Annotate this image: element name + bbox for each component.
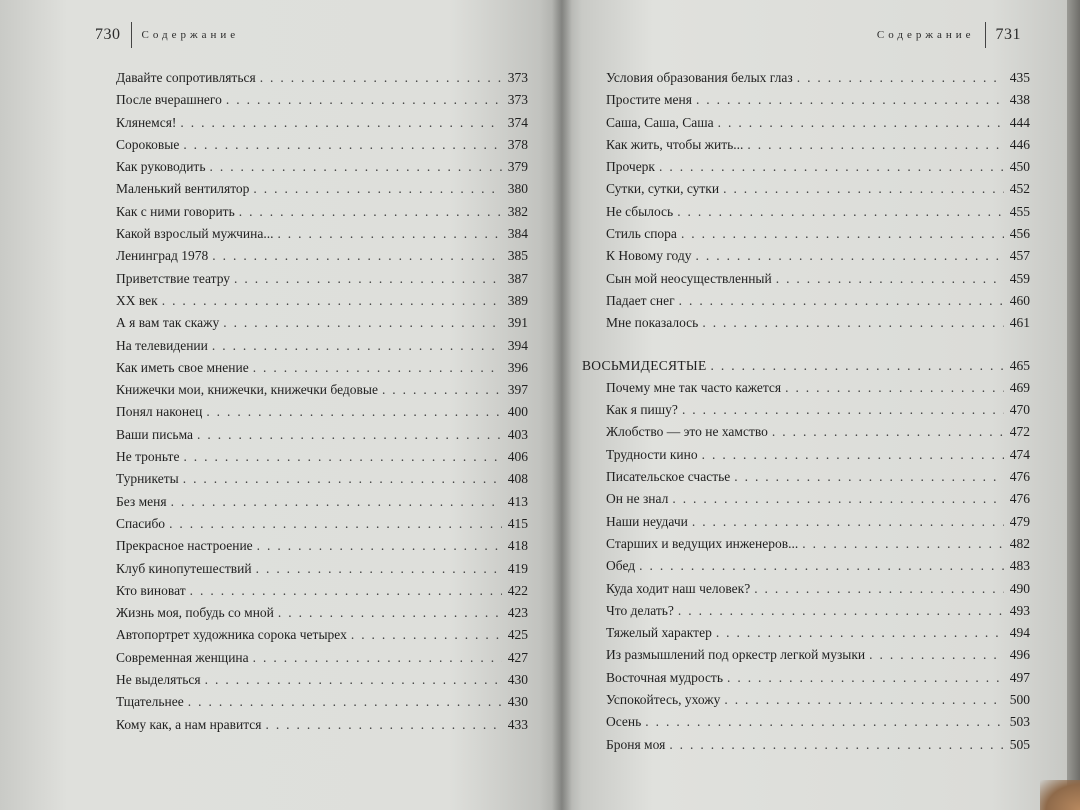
- toc-entry-title: А я вам так скажу: [116, 315, 220, 331]
- toc-leader-dots: [253, 357, 502, 379]
- toc-leader-dots: [253, 647, 502, 669]
- toc-entry-page: 438: [1009, 92, 1030, 108]
- toc-entry-title: Простите меня: [606, 92, 692, 108]
- toc-entry-title: На телевидении: [116, 337, 208, 353]
- toc-entry: [116, 89, 528, 111]
- toc-entry-title: Саша, Саша, Саша: [606, 114, 714, 130]
- toc-entry: [606, 399, 1030, 421]
- toc-entry-page: 472: [1009, 424, 1030, 440]
- toc-entry-page: 456: [1009, 226, 1030, 242]
- toc-entry-page: 457: [1009, 248, 1030, 264]
- toc-entry-title: Кому как, а нам нравится: [116, 716, 262, 732]
- toc-entry-page: 384: [507, 226, 528, 242]
- toc-entry-title: Спасибо: [116, 515, 166, 531]
- toc-entry: [116, 602, 528, 624]
- right-page-number: 731: [995, 26, 1021, 43]
- toc-leader-dots: [277, 223, 501, 245]
- toc-leader-dots: [223, 312, 502, 334]
- left-running-title: Содержание: [141, 29, 240, 41]
- toc-entry-title: Какой взрослый мужчина...: [116, 226, 274, 242]
- toc-entry: [606, 377, 1030, 399]
- toc-entry: [116, 245, 528, 267]
- toc-leader-dots: [180, 112, 501, 134]
- toc-entry-page: 444: [1009, 114, 1030, 130]
- toc-leader-dots: [702, 444, 1004, 466]
- toc-entry-page: 500: [1009, 692, 1030, 708]
- toc-leader-dots: [205, 669, 502, 691]
- background-object: [1040, 780, 1080, 810]
- toc-entry-title: Тяжелый характер: [606, 625, 712, 641]
- toc-leader-dots: [183, 446, 501, 468]
- toc-leader-dots: [679, 290, 1004, 312]
- toc-entry-page: 379: [507, 159, 528, 175]
- toc-entry: [606, 201, 1030, 223]
- toc-entry-page: 460: [1009, 292, 1030, 308]
- toc-entry: [116, 580, 528, 602]
- toc-entry: [606, 312, 1030, 334]
- toc-leader-dots: [718, 112, 1004, 134]
- toc-entry-page: 476: [1009, 491, 1030, 507]
- toc-entry-page: 403: [507, 426, 528, 442]
- toc-leader-dots: [734, 466, 1004, 488]
- toc-entry-page: 422: [507, 582, 528, 598]
- toc-entry: [606, 734, 1030, 756]
- toc-section-heading: [582, 355, 1030, 377]
- toc-entry-title: Жизнь моя, побудь со мной: [116, 605, 274, 621]
- toc-entry-page: 415: [507, 515, 528, 531]
- toc-entry-page: 446: [1009, 136, 1030, 152]
- toc-leader-dots: [260, 67, 502, 89]
- toc-leader-dots: [256, 558, 502, 580]
- toc-entry-title: Не троньте: [116, 449, 180, 465]
- toc-leader-dots: [682, 399, 1004, 421]
- toc-entry: [116, 714, 528, 736]
- toc-entry-title: Как с ними говорить: [116, 203, 235, 219]
- toc-entry-page: 423: [507, 605, 528, 621]
- toc-entry-page: 397: [507, 382, 528, 398]
- toc-entry-page: 374: [507, 114, 528, 130]
- toc-entry-title: Старших и ведущих инженеров...: [606, 535, 799, 551]
- toc-entry: [116, 379, 528, 401]
- toc-entry-page: 391: [507, 315, 528, 331]
- toc-entry-title: Как я пишу?: [606, 402, 678, 418]
- toc-entry-page: 490: [1009, 580, 1030, 596]
- toc-leader-dots: [197, 424, 502, 446]
- toc-entry: [116, 558, 528, 580]
- toc-entry: [116, 268, 528, 290]
- toc-entry-page: 419: [507, 560, 528, 576]
- toc-leader-dots: [183, 468, 502, 490]
- toc-entry-title: Почему мне так часто кажется: [606, 379, 782, 395]
- toc-leader-dots: [702, 312, 1003, 334]
- toc-entry-page: 482: [1009, 535, 1030, 551]
- toc-entry: [606, 156, 1030, 178]
- toc-entry-title: Стиль спора: [606, 226, 677, 242]
- toc-entry-page: 496: [1009, 647, 1030, 663]
- toc-entry-title: Наши неудачи: [606, 513, 688, 529]
- toc-leader-dots: [190, 580, 502, 602]
- toc-leader-dots: [162, 290, 502, 312]
- toc-entry-page: 430: [507, 694, 528, 710]
- toc-leader-dots: [672, 488, 1003, 510]
- toc-entry-title: Книжечки мои, книжечки, книжечки бедовые: [116, 382, 378, 398]
- running-head-divider: [985, 22, 986, 48]
- toc-leader-dots: [716, 622, 1004, 644]
- toc-entry-title: Турникеты: [116, 471, 179, 487]
- toc-entry-title: Как жить, чтобы жить...: [606, 136, 744, 152]
- toc-entry-page: 479: [1009, 513, 1030, 529]
- toc-entry-title: Условия образования белых глаз: [606, 70, 793, 85]
- toc-leader-dots: [869, 644, 1004, 666]
- toc-entry: [606, 622, 1030, 644]
- toc-entry-title: После вчерашнего: [116, 92, 222, 108]
- toc-entry-page: 483: [1009, 558, 1030, 574]
- toc-entry-page: 396: [507, 359, 528, 375]
- toc-entry: [116, 178, 528, 200]
- toc-entry-page: 378: [507, 136, 528, 152]
- toc-entry-title: Писательское счастье: [606, 469, 731, 485]
- toc-entry: [606, 488, 1030, 510]
- toc-entry-page: 406: [507, 449, 528, 465]
- toc-entry: [606, 89, 1030, 111]
- toc-entry-title: Обед: [606, 558, 636, 574]
- toc-entry-page: 380: [507, 181, 528, 197]
- toc-leader-dots: [677, 201, 1004, 223]
- toc-entry: [116, 624, 528, 646]
- toc-entry-title: Сороковые: [116, 136, 180, 152]
- toc-entry-title: Трудности кино: [606, 446, 698, 462]
- toc-entry: [606, 511, 1030, 533]
- toc-entry-page: 385: [507, 248, 528, 264]
- toc-entry-title: Не сбылось: [606, 203, 674, 219]
- toc-entry: [116, 290, 528, 312]
- toc-entry-title: Не выделяться: [116, 672, 201, 688]
- toc-entry: [606, 134, 1030, 156]
- right-toc-list: [582, 67, 1030, 756]
- toc-entry-title: Жлобство — это не хамство: [606, 424, 768, 440]
- toc-leader-dots: [210, 156, 502, 178]
- toc-leader-dots: [239, 201, 502, 223]
- toc-entry-page: 465: [1009, 357, 1030, 373]
- toc-entry: [116, 401, 528, 423]
- toc-leader-dots: [723, 178, 1004, 200]
- toc-entry: [116, 134, 528, 156]
- toc-entry: [116, 513, 528, 535]
- toc-entry: [116, 112, 528, 134]
- toc-leader-dots: [188, 691, 502, 713]
- toc-entry-title: Кто виноват: [116, 582, 186, 598]
- toc-leader-dots: [724, 689, 1003, 711]
- toc-leader-dots: [265, 714, 501, 736]
- toc-leader-dots: [696, 89, 1004, 111]
- toc-entry: [606, 555, 1030, 577]
- toc-entry-page: 461: [1009, 315, 1030, 331]
- toc-entry: [606, 600, 1030, 622]
- toc-entry-page: 452: [1009, 181, 1030, 197]
- toc-entry-page: 387: [507, 270, 528, 286]
- toc-leader-dots: [727, 667, 1004, 689]
- toc-entry: [606, 711, 1030, 733]
- toc-entry-page: 497: [1009, 669, 1030, 685]
- toc-entry-title: Он не знал: [606, 491, 669, 507]
- toc-entry-page: 476: [1009, 469, 1030, 485]
- toc-entry-title: Сутки, сутки, сутки: [606, 181, 720, 197]
- toc-entry: [606, 112, 1030, 134]
- toc-entry: [116, 223, 528, 245]
- right-running-head: [877, 22, 1021, 48]
- toc-entry: [606, 667, 1030, 689]
- toc-entry-title: Клуб кинопутешествий: [116, 560, 252, 576]
- toc-entry-page: 408: [507, 471, 528, 487]
- background-edge: [1067, 0, 1080, 810]
- toc-entry-title: Из размышлений под оркестр легкой музыки: [606, 647, 866, 663]
- toc-entry: [116, 669, 528, 691]
- toc-entry: [116, 156, 528, 178]
- toc-entry-title: XX век: [116, 292, 158, 308]
- toc-entry: [116, 647, 528, 669]
- toc-entry-page: 494: [1009, 625, 1030, 641]
- toc-entry: [116, 335, 528, 357]
- left-running-head: [95, 22, 239, 48]
- toc-entry-title: Без меня: [116, 493, 167, 509]
- toc-entry: [116, 491, 528, 513]
- toc-entry-page: 503: [1009, 714, 1030, 730]
- toc-leader-dots: [772, 421, 1004, 443]
- toc-entry-page: 470: [1009, 402, 1030, 418]
- toc-entry-title: Сын мой неосуществленный: [606, 270, 772, 286]
- toc-leader-dots: [678, 600, 1004, 622]
- toc-entry: [606, 245, 1030, 267]
- left-page-number: 730: [95, 26, 121, 43]
- toc-entry: [116, 691, 528, 713]
- toc-entry: [116, 201, 528, 223]
- toc-entry-title: Современная женщина: [116, 649, 249, 665]
- toc-leader-dots: [797, 67, 1004, 89]
- toc-leader-dots: [659, 156, 1004, 178]
- toc-entry-title: Что делать?: [606, 602, 674, 618]
- toc-entry-page: 413: [507, 493, 528, 509]
- toc-leader-dots: [754, 578, 1004, 600]
- toc-entry-title: Прочерк: [606, 159, 655, 175]
- toc-entry: [116, 424, 528, 446]
- toc-entry-title: Прекрасное настроение: [116, 538, 253, 554]
- toc-entry-page: 493: [1009, 602, 1030, 618]
- toc-leader-dots: [711, 355, 1004, 377]
- toc-entry-page: 450: [1009, 159, 1030, 175]
- toc-leader-dots: [382, 379, 502, 401]
- toc-entry-title: Осень: [606, 714, 642, 730]
- toc-entry: [606, 578, 1030, 600]
- toc-entry: [606, 689, 1030, 711]
- toc-leader-dots: [171, 491, 502, 513]
- toc-entry-page: 430: [507, 672, 528, 688]
- toc-leader-dots: [257, 535, 502, 557]
- toc-entry-page: 435: [1009, 70, 1030, 85]
- toc-entry: [606, 444, 1030, 466]
- toc-entry-title: Приветствие театру: [116, 270, 231, 286]
- toc-entry-title: Броня моя: [606, 736, 666, 752]
- toc-entry: [606, 268, 1030, 290]
- toc-leader-dots: [226, 89, 502, 111]
- toc-leader-dots: [776, 268, 1004, 290]
- toc-entry-page: 455: [1009, 203, 1030, 219]
- toc-entry: [116, 468, 528, 490]
- toc-entry-title: ВОСЬМИДЕСЯТЫЕ: [582, 357, 707, 373]
- toc-entry-page: 382: [507, 203, 528, 219]
- toc-entry-title: Восточная мудрость: [606, 669, 723, 685]
- right-page: [562, 0, 1067, 810]
- toc-entry: [116, 357, 528, 379]
- toc-entry-title: Маленький вентилятор: [116, 181, 250, 197]
- toc-entry-page: 394: [507, 337, 528, 353]
- toc-leader-dots: [645, 711, 1003, 733]
- toc-entry-title: Давайте сопротивляться: [116, 70, 256, 85]
- toc-entry-title: К Новому году: [606, 248, 692, 264]
- toc-entry-title: Как иметь свое мнение: [116, 359, 249, 375]
- toc-leader-dots: [212, 245, 501, 267]
- toc-leader-dots: [639, 555, 1004, 577]
- toc-leader-dots: [747, 134, 1003, 156]
- toc-entry: [606, 421, 1030, 443]
- toc-entry: [116, 535, 528, 557]
- toc-entry-page: 427: [507, 649, 528, 665]
- toc-entry-page: 505: [1009, 736, 1030, 752]
- toc-entry-title: Успокойтесь, ухожу: [606, 692, 721, 708]
- toc-entry: [606, 533, 1030, 555]
- toc-leader-dots: [278, 602, 502, 624]
- toc-leader-dots: [351, 624, 502, 646]
- toc-leader-dots: [785, 377, 1004, 399]
- toc-leader-dots: [169, 513, 502, 535]
- toc-entry: [606, 466, 1030, 488]
- toc-entry-title: Понял наконец: [116, 404, 203, 420]
- toc-entry: [606, 290, 1030, 312]
- toc-entry-page: 469: [1009, 379, 1030, 395]
- toc-entry-title: Куда ходит наш человек?: [606, 580, 751, 596]
- toc-entry-title: Ленинград 1978: [116, 248, 209, 264]
- toc-entry-title: Клянемся!: [116, 114, 177, 130]
- toc-leader-dots: [692, 511, 1004, 533]
- toc-leader-dots: [234, 268, 502, 290]
- toc-leader-dots: [681, 223, 1004, 245]
- running-head-divider: [131, 22, 132, 48]
- toc-entry-title: Падает снег: [606, 292, 675, 308]
- toc-entry-page: 400: [507, 404, 528, 420]
- toc-entry-page: 373: [507, 70, 528, 85]
- toc-entry-page: 433: [507, 716, 528, 732]
- toc-entry: [606, 644, 1030, 666]
- toc-entry-title: Тщательнее: [116, 694, 184, 710]
- toc-entry: [606, 178, 1030, 200]
- toc-leader-dots: [802, 533, 1003, 555]
- toc-entry-title: Ваши письма: [116, 426, 194, 442]
- toc-entry-title: Автопортрет художника сорока четырех: [116, 627, 347, 643]
- toc-entry-page: 418: [507, 538, 528, 554]
- toc-entry-title: Как руководить: [116, 159, 206, 175]
- toc-entry-page: 459: [1009, 270, 1030, 286]
- toc-entry: [606, 223, 1030, 245]
- toc-entry-page: 389: [507, 292, 528, 308]
- toc-entry-page: 474: [1009, 446, 1030, 462]
- toc-entry: [116, 67, 528, 89]
- toc-entry: [606, 67, 1030, 89]
- book-gutter: [552, 0, 572, 810]
- toc-leader-dots: [212, 335, 502, 357]
- toc-entry-page: 373: [507, 92, 528, 108]
- toc-entry-page: 425: [507, 627, 528, 643]
- left-toc-list: [116, 67, 528, 736]
- toc-entry: [116, 312, 528, 334]
- toc-leader-dots: [669, 734, 1003, 756]
- right-running-title: Содержание: [876, 29, 975, 41]
- toc-leader-dots: [206, 401, 501, 423]
- toc-leader-dots: [696, 245, 1004, 267]
- toc-entry-title: Мне показалось: [606, 315, 699, 331]
- toc-leader-dots: [253, 178, 501, 200]
- toc-leader-dots: [183, 134, 501, 156]
- toc-entry: [116, 446, 528, 468]
